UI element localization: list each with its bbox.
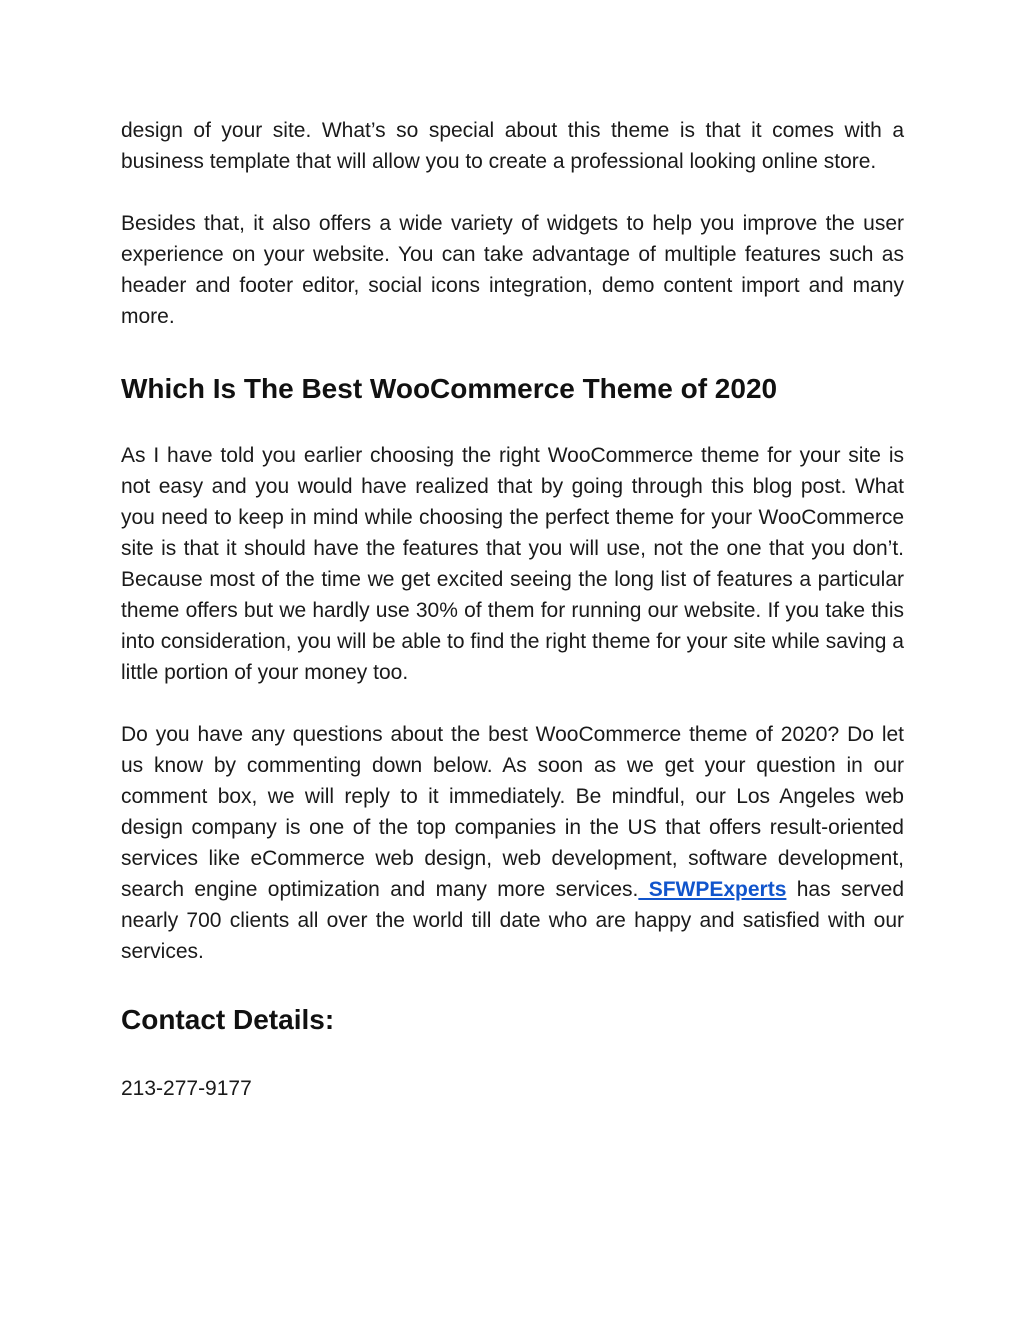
sfwpexperts-link[interactable]: SFWPExperts	[638, 878, 787, 901]
heading-gap	[121, 1037, 904, 1073]
section-heading-best-theme: Which Is The Best WooCommerce Theme of 2020	[121, 373, 778, 404]
contact-phone: 213-277-9177	[121, 1077, 252, 1100]
heading-gap	[121, 406, 904, 440]
intro-paragraph-2: Besides that, it also offers a wide variety of widgets to help you improve the user experience on your website. You can take advantage of multiple features such as header and footer editor, social icons integration, demo content import and many more.	[121, 212, 904, 328]
best-theme-paragraph-1: As I have told you earlier choosing the right WooCommerce theme for your site is not easy and you would have realized that by going through this blog post. What you need to keep in mind while choosing the perfect theme for your WooCommerce site is that it should have the features that you will use, not the one that you don’t. Because most of the time we get excited seeing the long list of features a particular theme offers but we hardly use 30% of them for running our website. If you take this into consideration, you will be able to find the right theme for your site while saving a little portion of your money too.	[121, 444, 904, 684]
best-theme-paragraph-2	[121, 719, 904, 967]
section-gap	[121, 967, 904, 1003]
section-gap	[121, 332, 904, 372]
document-page	[121, 115, 904, 1104]
paragraph-2-text-after-link: has served nearly 700 clients all over the world till date who are happy and satisfied with our services.	[121, 878, 904, 963]
intro-paragraph-1: design of your site. What’s so special about this theme is that it comes with a business template that will allow you to create a professional looking online store.	[121, 119, 904, 173]
paragraph-gap	[121, 177, 904, 208]
paragraph-gap	[121, 688, 904, 719]
contact-heading: Contact Details:	[121, 1004, 335, 1035]
paragraph-2-text-before-link: Do you have any questions about the best WooCommerce theme of 2020? Do let us know by commenting down below. As soon as we get your question in our comment box, we will reply to it immediately. Be mindful, our Los Angeles web design company is one of the top companies in the US that offers result-oriented services like eCommerce web design, web development, software development, search engine optimization and many more services.	[121, 723, 904, 901]
